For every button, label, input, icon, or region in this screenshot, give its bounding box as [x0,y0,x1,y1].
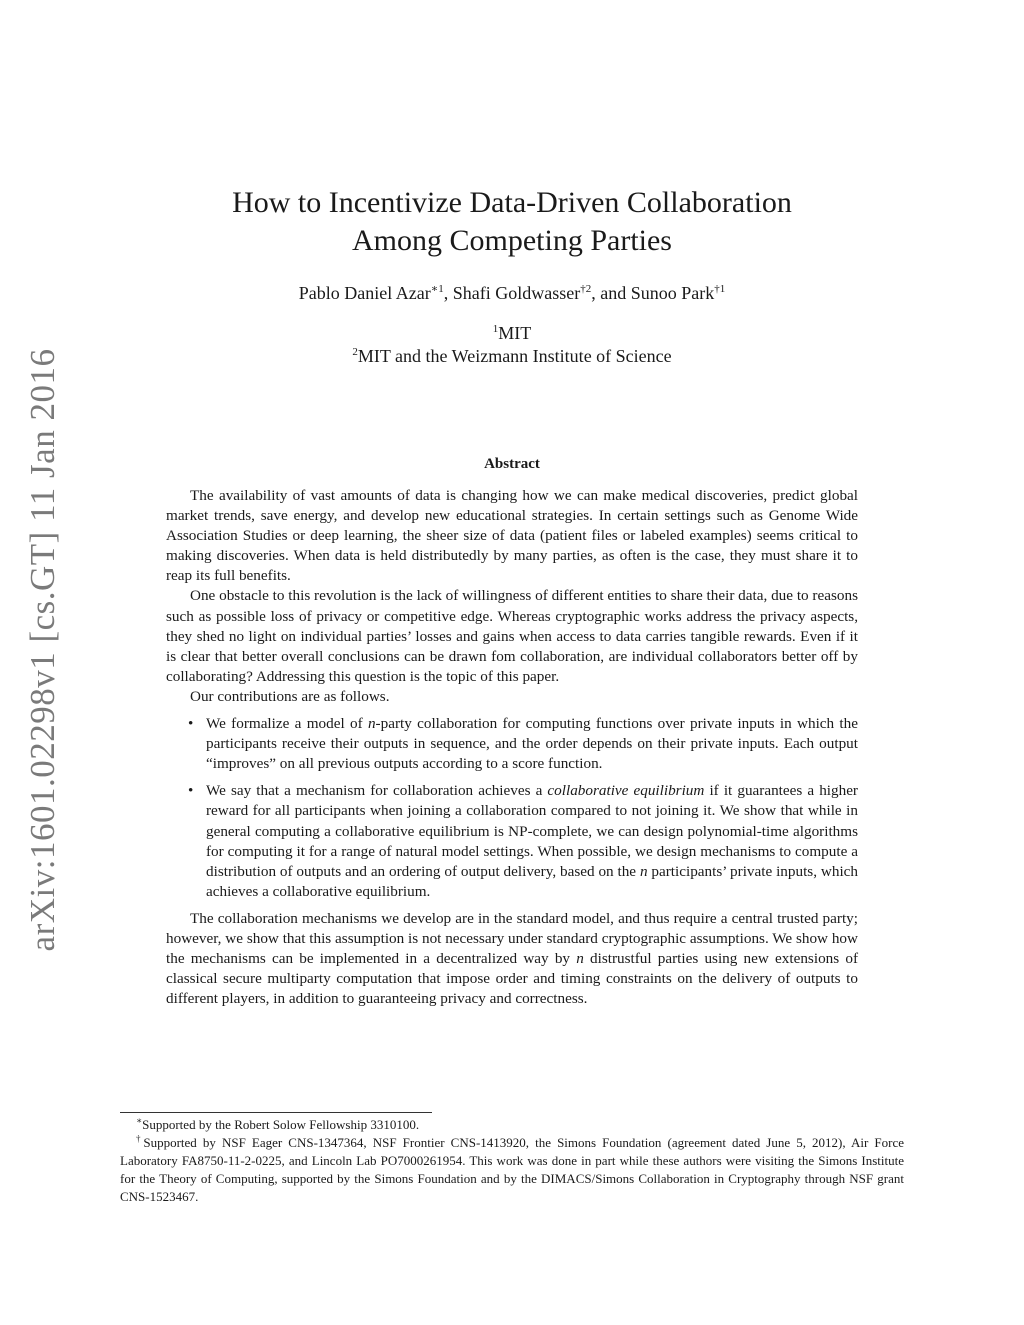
abstract-paragraph: One obstacle to this revolution is the lack of willingness of different entities to share their data, due to reasons such as possible loss of privacy or competitive edge. Whereas cryptographic works address the privacy aspects, they shed no light on individual parties’ losses and gains when access to data carries tangible rewards. Even if it is clear that better overall conclusions can be drawn fom collaboration, are individual collaborators better off by collaborating? Addressing this question is the topic of this paper. [166,587,858,685]
abstract-body [166,486,858,1009]
author-list [0,283,1024,304]
footnote-divider [120,1112,432,1113]
math-variable: n [367,715,376,733]
footnotes [120,1116,904,1206]
list-item [166,781,858,902]
author-marks: †1 [714,283,726,295]
footnote-mark: † [136,1133,144,1144]
list-item [166,714,858,774]
bullet-text: We say that a mechanism for collaboration achieves a [206,782,548,800]
footnote-text: Supported by the Robert Solow Fellowship 3310100. [142,1117,420,1132]
bullet-text: -party collaboration for computing functions over private inputs in which the participants receive their outputs in sequence, and the order depends on their private inputs. Each output “improves” on all previous outputs according to a score function. [206,715,858,773]
math-variable: n [639,862,648,880]
paragraph-text: distrustful parties using new extensions of classical secure multiparty computation that impose order and timing constraints on the delivery of outputs to different players, in addition to guaranteeing privacy and correctness. [166,950,859,1008]
author-marks: ∗1 [430,283,444,295]
footnote [120,1116,904,1134]
abstract-paragraph: Our contributions are as follows. [190,687,390,705]
affiliation-mark: 1 [492,323,499,335]
abstract-paragraph [166,909,858,1009]
bullet-text: if it guarantees a higher reward for all participants when joining a collaboration compared to not joining it. We show that while in general computing a collaborative equilibrium is NP-complete, we can design polynomial-time algorithms for computing it for a range of natural model settings. When possible, we design mechanisms to compute a distribution of outputs and an ordering of output delivery, based on the [206,782,858,880]
footnote-mark: ∗ [136,1115,143,1126]
bullet-text: We formalize a model of [206,715,368,733]
author-name: Pablo Daniel Azar [298,283,431,303]
affiliation-1 [0,323,1024,344]
author-marks: †2 [580,283,592,295]
footnote [120,1134,904,1206]
paper-title-line-1: How to Incentivize Data-Driven Collaboration [232,186,792,219]
abstract-heading: Abstract [484,456,540,472]
math-variable: n [576,950,584,968]
bullet-icon: • [188,782,194,800]
author-separator: , and [591,283,631,303]
footnote-text: Supported by NSF Eager CNS-1347364, NSF Frontier CNS-1413920, the Simons Foundation (agreement dated June 5, 2012), Air Force Laboratory FA8750-11-2-0225, and Lincoln Lab PO7000261954. This work was done in part while these authors were visiting the Simons Institute for the Theory of Computing, supported by the Simons Foundation and by the DIMACS/Simons Collaboration in Cryptography through NSF grant CNS-1523467. [120,1135,905,1204]
affiliation-2 [0,346,1024,367]
contributions-list [166,714,858,902]
abstract-paragraph: The availability of vast amounts of data is changing how we can make medical discoveries, predict global market trends, save energy, and develop new educational strategies. In certain settings such as Genome Wide Association Studies or deep learning, the sheer size of data (patient files or labeled examples) seems critical to making discoveries. When data is held distributedly by many parties, as often is the case, they must share it to reap its full benefits. [166,487,858,585]
author-name: Sunoo Park [630,283,715,303]
author-name: Shafi Goldwasser [452,283,581,303]
affiliation-text: MIT and the Weizmann Institute of Science [357,346,672,366]
affiliation-text: MIT [498,323,532,343]
paragraph-text: The collaboration mechanisms we develop are in the standard model, and thus require a central trusted party; however, we show that this assumption is not necessary under standard cryptographic assumptions. We show how the mechanisms can be implemented in a decentralized way by [166,909,858,968]
arxiv-identifier: arXiv:1601.02298v1 [cs.GT] 11 Jan 2016 [23,348,62,952]
emphasized-term: collaborative equilibrium [547,782,705,800]
affiliation-mark: 2 [352,346,358,358]
paper-title-line-2: Among Competing Parties [352,224,672,257]
author-separator: , [443,283,453,303]
bullet-text: participants’ private inputs, which achieves a collaborative equilibrium. [206,862,859,900]
bullet-icon: • [188,715,194,733]
